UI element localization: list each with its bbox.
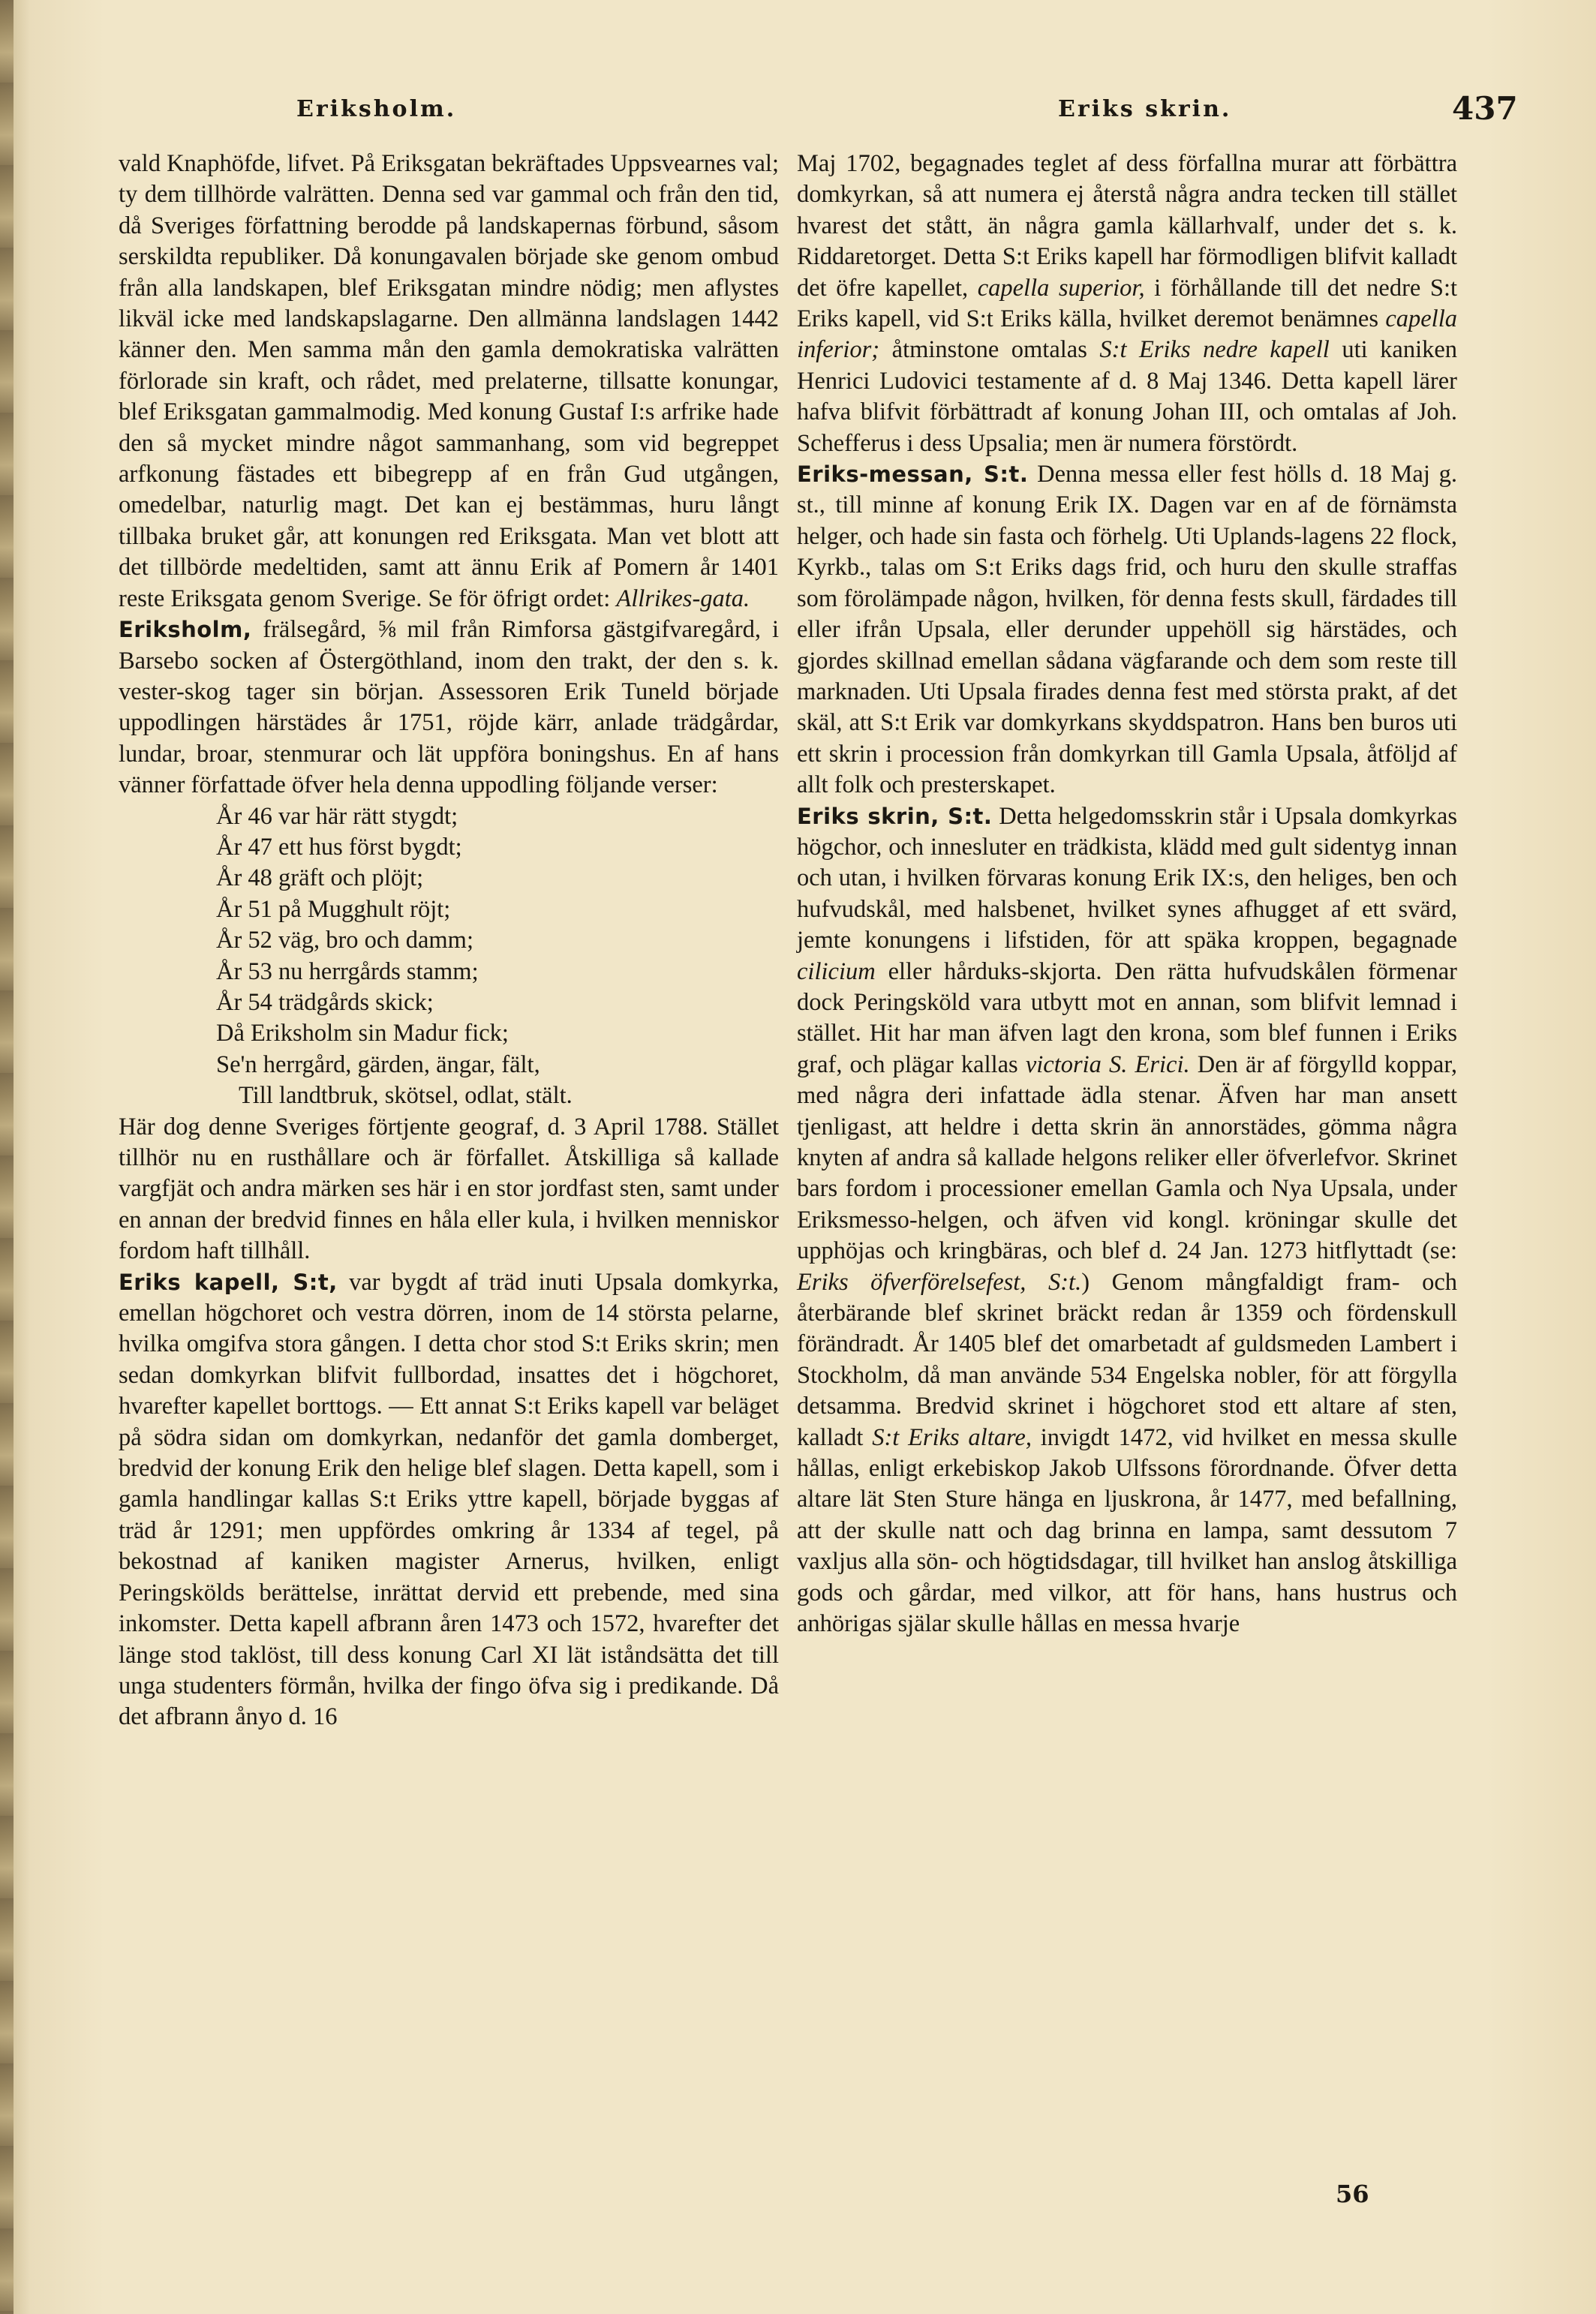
book-spine [0, 0, 14, 2314]
verse-line: År 51 på Mugghult röjt; [216, 895, 451, 923]
entry-headword: Eriks kapell, S:t, [119, 1269, 338, 1295]
verse-line: Se'n herrgård, gärden, ängar, fält, [216, 1050, 540, 1078]
signature-mark: 56 [1336, 2180, 1369, 2208]
latin-term: capella inferior; [797, 305, 1457, 364]
left-column [119, 149, 779, 1733]
entry-text: invigdt 1472, vid hvilket en messa skulle hållas, enligt erkebiskop Jakob Ulfssons förordnande. Öfver detta altare lät Sten Sture hänga en ljuskrona, år 1477, med befallning, att der skulle natt och dag brinna en lampa, samt dessutom 7 vaxljus alla sön- och högtidsdagar, till hvilket han anslog åtskilliga gods och gårdar, med vilkor, att för hans, hans hustrus och anhörigas själar skulle hållas en messa hvarje [797, 1423, 1458, 1638]
entry-text: uti kaniken Henrici Ludovici testamente af d. 8 Maj 1346. Detta kapell lärer hafva blifvit förbättradt af konung Johan III, och omtalas af Joh. Schefferus i dess Upsalia; men är numera förstördt. [797, 336, 1458, 457]
entry-eriks-skrin [797, 801, 1457, 1640]
entry-text: åtminstone omtalas [891, 336, 1087, 364]
entry-eriks-kapell-continued [797, 149, 1457, 459]
entry-eriks-kapell [119, 1267, 779, 1733]
italic-term: S:t Eriks nedre kapell [1099, 336, 1330, 364]
verse-line: År 46 var här rätt stygdt; [216, 802, 458, 830]
entry-text: Denna messa eller fest hölls d. 18 Maj g. st., till minne af konung Erik IX. Dagen var en af de förnämsta helger, och hade sin fasta och förhelg. Uti Uplands-lagens 22 flock, Kyrkb., talas om S:t Eriks dags frid, och huru den skulle straffas som förolämpade någon, hvilken, för denna fests skull, färdades till eller ifrån Upsala, eller derunder uppehöll sig härstädes, och gjordes skillnad emellan sådana vägfarande och dem som reste till marknaden. Uti Upsala firades denna fest med största prakt, af det skäl, att S:t Erik var domkyrkans skyddspatron. Hans ben buros uti ett skrin i procession från domkyrkan till Gamla Upsala, åtföljd af allt folk och presterskapet. [797, 461, 1457, 799]
verse-line: Då Eriksholm sin Madur fick; [216, 1020, 509, 1047]
page-number: 437 [1452, 90, 1518, 127]
verse-line: Till landtbruk, skötsel, odlat, stält. [239, 1082, 573, 1110]
entry-eriksholm-continued [119, 1112, 779, 1267]
entry-text: var bygdt af träd inuti Upsala domkyrka, emellan högchoret och vestra dörren, inom de 14 största pelarne, hvilka omgifva stora gången. I detta chor stod S:t Eriks skrin; men sedan domkyrkan blifvit fullbordad, insattes det i högchoret, hvarefter kapellet borttogs. — Ett annat S:t Eriks kapell var beläget på södra sidan om domkyrkan, nedanför det gamla domberget, bredvid der konung Erik den helige blef slagen. Detta kapell, som i gamla handlingar kallas S:t Eriks yttre kapell, började byggas af träd år 1291; men uppfördes omkring år 1334 af tegel, på bekostnad af kaniken magister Arnerus, hvilken, enligt Peringskölds berättelse, inrättat dervid ett prebende, med sina inkomster. Detta kapell afbrann åren 1473 och 1572, hvarefter det länge stod taklöst, till dess konung Carl XI lät iståndsätta det till unga studenters förmån, hvilka der fingo öfva sig i predikande. Då det afbrann ånyo d. 16 [119, 1268, 780, 1731]
latin-term: capella superior, [977, 274, 1145, 302]
paragraph-eriksgata-continued [119, 149, 779, 615]
verse-line: År 54 trädgårds skick; [216, 988, 434, 1016]
verse-line: År 48 gräft och plöjt; [216, 864, 424, 892]
running-head-right: Eriks skrin. [1058, 96, 1232, 122]
entry-text: Den är af förgylld koppar, med några deri infattade ädla stenar. Äfven har man ansett tjenligast, att heldre i detta skrin än annorstädes, gömma några knyten af andra så kallade helgons reliker eller öfverlefvor. Skrinet bars fordom i processioner emellan Gamla och Nya Upsala, under Eriksmesso-helgen, och äfven vid kongl. kröningar skulle det upphöjas och kringbäras, och blef d. 24 Jan. 1273 hitflyttadt (se: [797, 1050, 1457, 1265]
entry-text: Här dog denne Sveriges förtjente geograf, d. 3 April 1788. Stället tillhör nu en rusthållare och är förfallet. Åtskilliga så kallade vargfjät och andra märken ses här i en stor jordfast sten, samt under en annan der bredvid finnes en håla eller kula, i hvilken menniskor fordom haft tillhåll. [119, 1113, 779, 1265]
verse-line: År 53 nu herrgårds stamm; [216, 957, 479, 985]
cross-reference: Eriks öfverförelsefest, S:t. [797, 1268, 1082, 1296]
right-column [797, 149, 1457, 1640]
paragraph-text: vald Knaphöfde, lifvet. På Eriksgatan bekräftades Uppsvearnes val; ty dem tillhörde valrätten. Denna sed var gammal och från den tid, då Sveriges författning berodde på landskapernas förbund, såsom serskildta republiker. Då konungavalen började ske genom ombud från alla landskapen, blef Eriksgatan mindre nödig; men aflystes likväl icke med landskapslagarne. Den allmänna landslagen 1442 känner den. Men samma mån den gamla demokratiska valrätten förlorade sin kraft, och rådet, med prelaterne, tillsatte konungar, blef Eriksgatan gammalmodig. Med konung Gustaf I:s arfrike hade den så mycket mindre något sammanhang, som vid begreppet arfkonung fästades ett bibegrepp af en från Gud utgången, omedelbar, naturlig magt. Det kan ej bestämmas, huru långt tillbaka bruket går, att konungen red Eriksgata. Man vet blott att det tillbörde medeltiden, samt att ännu Erik af Pomern år 1401 reste Eriksgata genom Sverige. Se för öfrigt ordet: [119, 150, 779, 612]
verse-block [119, 801, 779, 1112]
verse-line: År 52 väg, bro och damm; [216, 927, 473, 954]
entry-headword: Eriksholm, [119, 617, 252, 643]
entry-text: frälsegård, ⅝ mil från Rimforsa gästgifvaregård, i Barsebo socken af Östergöthland, inom den trakt, der den s. k. vester-skog tager sin början. Assessoren Erik Tuneld började uppodlingen härstädes år 1751, röjde kärr, anlade trädgårdar, lundar, broar, stenmurar och lät uppföra boningshus. En af hans vänner författade öfver hela denna uppodling följande verser: [119, 616, 779, 799]
entry-headword: Eriks skrin, S:t. [797, 803, 993, 829]
latin-term: cilicium [797, 957, 876, 985]
entry-text: i förhållande till det nedre S:t Eriks kapell, vid S:t Eriks källa, hvilket deremot benämnes [797, 274, 1458, 333]
entry-text: ) Genom mångfaldigt fram- och återbärande blef skrinet bräckt redan år 1359 och fördenskull förändradt. År 1405 blef det omarbetadt af guldsmeden Lambert i Stockholm, då man använde 534 Engelska nobler, för att förgylla detsamma. Bredvid skrinet i högchoret stod ett altare af sten, kalladt [797, 1268, 1457, 1451]
verse-line: År 47 ett hus först bygdt; [216, 833, 462, 861]
entry-text: Detta helgedomsskrin står i Upsala domkyrkas högchor, och innesluter en trädkista, klädd med gult sidentyg innan och utan, i hvilken förvaras konung Erik IX:s, den heliges, ben och hufvudskål, med halsbenet, hvilket synes afhugget af ett svärd, jemte konungens i lifstiden, för att späka kroppen, begagnade [797, 802, 1457, 954]
entry-eriksholm [119, 615, 779, 801]
cross-reference: Allrikes-gata. [616, 585, 750, 612]
entry-headword: Eriks-messan, S:t. [797, 461, 1029, 488]
entry-text: eller hårduks-skjorta. Den rätta hufvudskålen förmenar dock Peringsköld vara utbytt mot en annan, som blifvit lemnad i stället. Hit har man äfven lagt den krona, som blef funnen i Eriks graf, och plägar kallas [797, 957, 1458, 1078]
italic-term: S:t Eriks altare, [872, 1423, 1032, 1451]
latin-term: victoria S. Erici. [1025, 1050, 1190, 1078]
entry-eriks-messan [797, 459, 1457, 801]
entry-text: Maj 1702, begagnades teglet af dess förfallna murar att förbättra domkyrkan, så att numera ej återstå några andra tecken till stället hvarest det stått, än några gamla källarhvalf, under det s. k. Riddaretorget. Detta S:t Eriks kapell har förmodligen blifvit kalladt det öfre kapellet, [797, 150, 1457, 302]
running-head-left: Eriksholm. [296, 96, 457, 122]
